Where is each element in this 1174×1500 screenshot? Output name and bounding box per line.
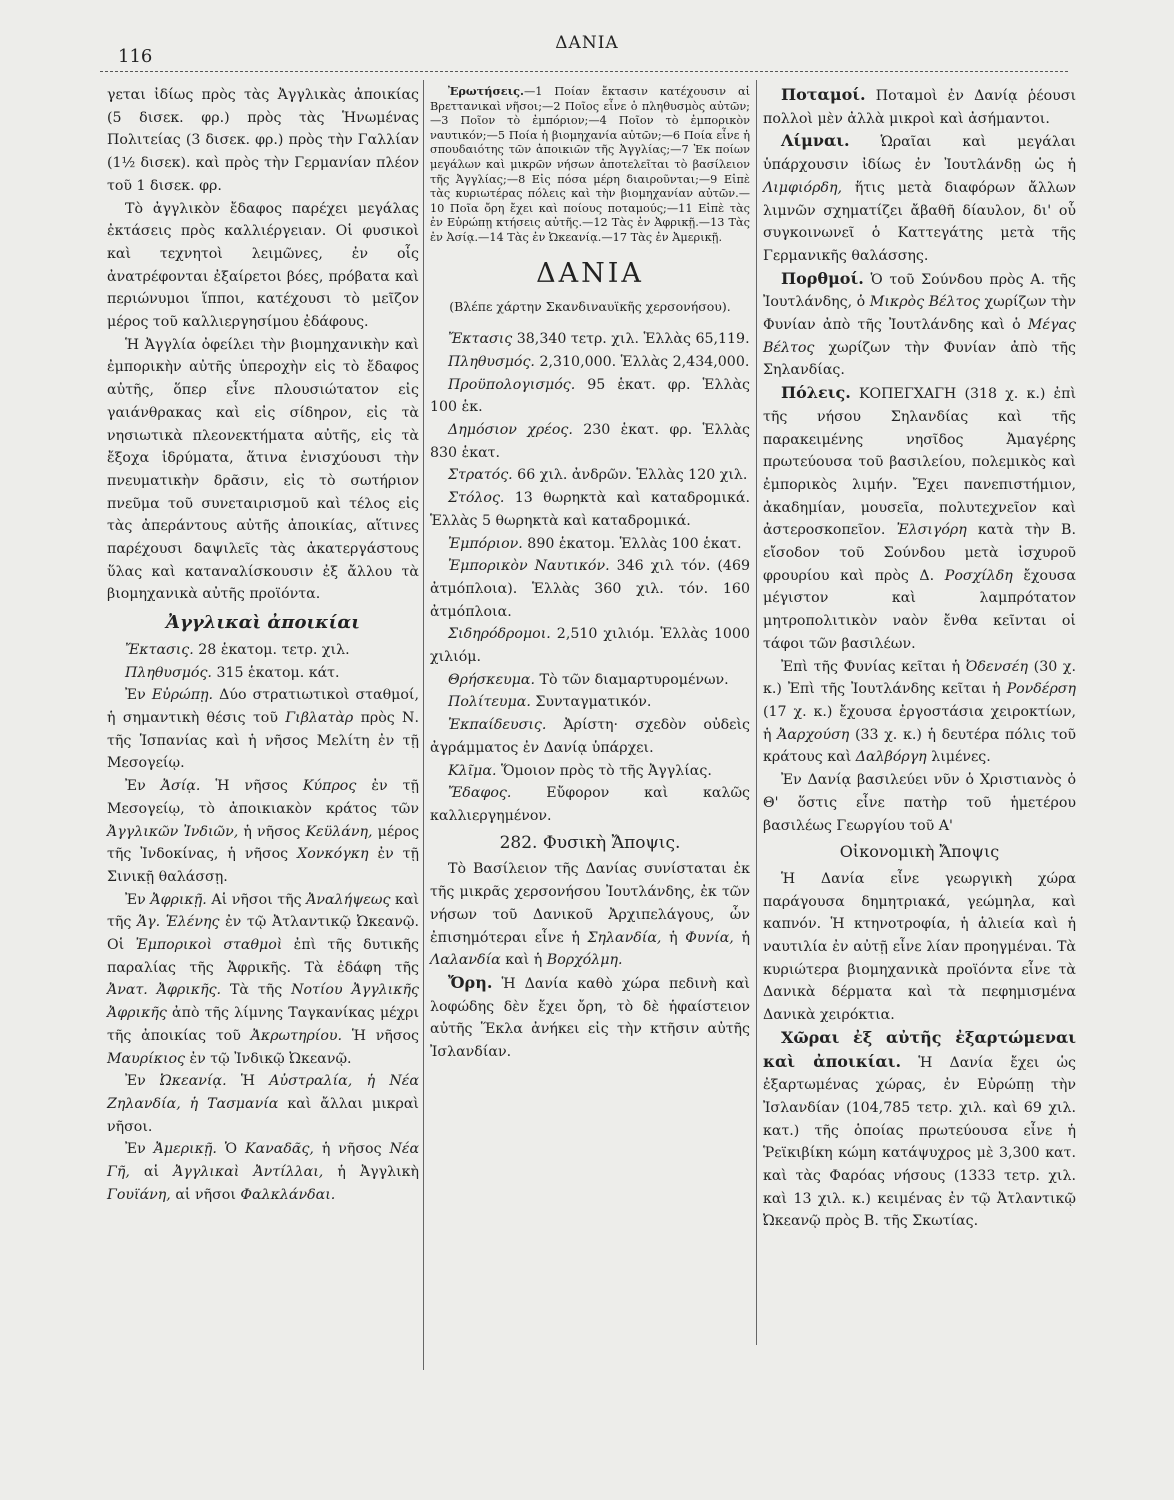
entry-rivers: Ποταμοί. Ποταμοὶ ἐν Δανίᾳ ῥέουσι πολλοὶ μὲν ἀλλὰ μικροὶ καὶ ἀσήμαντοι. bbox=[763, 85, 1077, 127]
entry-merchant-navy: Ἐμπορικὸν Ναυτικόν. 346 χιλ τόν. (469 ἀτμόπλοια). Ἑλλὰς 360 χιλ. τόν. 160 ἀτμόπλοια. bbox=[430, 558, 751, 620]
entry-text: 28 ἑκατομ. τετρ. χιλ. bbox=[198, 641, 350, 658]
column-divider bbox=[423, 80, 424, 1370]
entry-area bbox=[107, 639, 419, 662]
running-title: ΔΑΝΙΑ bbox=[555, 33, 619, 53]
page-number: 116 bbox=[118, 46, 153, 67]
entry-population bbox=[107, 662, 419, 685]
entry-debt: Δημόσιον χρέος. 230 ἑκατ. φρ. Ἑλλὰς 830 ἑκατ. bbox=[430, 422, 750, 461]
column-middle bbox=[430, 84, 750, 1064]
column-right bbox=[763, 84, 1076, 1233]
column-divider bbox=[756, 80, 757, 1345]
entry-soil: Ἔδαφος. Εὔφορον καὶ καλῶς καλλιεργημένον. bbox=[430, 785, 750, 824]
entry-mountains: Ὄρη. Ἡ Δανία καθὸ χώρα πεδινὴ καὶ λοφώδης δὲν ἔχει ὄρη, τὸ δὲ ἡφαίστειον αὐτῆς Ἕκλα ἀνήκει εἰς τὴν κτῆσιν αὐτῆς Ἰσλανδίαν. bbox=[430, 972, 750, 1061]
map-reference: (Βλέπε χάρτην Σκανδιναυϊκῆς χερσονήσου). bbox=[449, 298, 731, 314]
entry-fleet: Στόλος. 13 θωρηκτὰ καὶ καταδρομικά. Ἑλλὰς 5 θωρηκτὰ καὶ καταδρομικά. bbox=[430, 490, 750, 529]
paragraph: Τὸ ἀγγλικὸν ἔδαφος παρέχει μεγάλας ἐκτάσεις πρὸς καλλιέργειαν. Οἱ φυσικοὶ καὶ τεχνητοὶ λειμῶνες, ἐν οἷς ἀνατρέφονται ἐξαίρετοι βόες, πρόβατα καὶ περιώνυμοι ἵπποι, κατέχουσι τὸ μεῖζον μέρος τοῦ καλλιεργησίμου ἐδάφους. bbox=[107, 200, 419, 331]
paragraph: γεται ἰδίως πρὸς τὰς Ἀγγλικὰς ἀποικίας (5 δισεκ. φρ.) πρὸς τὰς Ἡνωμένας Πολιτείας (3 δισεκ. φρ.) πρὸς τὴν Γαλλίαν (1½ δισεκ). καὶ πρὸς τὴν Γερμανίαν πλέον τοῦ 1 δισεκ. φρ. bbox=[107, 87, 419, 194]
entry-religion: Θρήσκευμα. Τὸ τῶν διαμαρτυρομένων. bbox=[448, 671, 729, 688]
entry-label: Ἔκτασις. bbox=[125, 641, 194, 658]
paragraph-physical: Τὸ Βασίλειον τῆς Δανίας συνίσταται ἐκ τῆς μικρᾶς χερσονήσου Ἰουτλάνδης, ἐκ τῶν νήσων τοῦ Δανικοῦ Ἀρχιπελάγους, ὧν ἐπισημότεραι εἶνε ἡ Σηλανδία, ἡ Φυνία, ἡ Λαλανδία καὶ ἡ Βορχόλμη. bbox=[430, 861, 750, 969]
country-title: ΔΑΝΙΑ bbox=[536, 257, 644, 289]
questions-block bbox=[430, 84, 750, 246]
paragraph-king: Ἐν Δανίᾳ βασιλεύει νῦν ὁ Χριστιανὸς ὁ Θ' ὅστις εἶνε πατὴρ τοῦ ἡμετέρου βασιλέως Γεωργίου τοῦ Α' bbox=[763, 772, 1076, 834]
entry-army: Στρατός. 66 χιλ. ἀνδρῶν. Ἑλλὰς 120 χιλ. bbox=[448, 467, 748, 484]
entry-text: 315 ἑκατομ. κάτ. bbox=[216, 664, 340, 681]
header-rule bbox=[100, 71, 1068, 72]
entry-straits: Πορθμοί. Ὁ τοῦ Σούνδου πρὸς Α. τῆς Ἰουτλάνδης, ὁ Μικρὸς Βέλτος χωρίζων τὴν Φυνίαν ἀπὸ τῆς Ἰουτλάνδης καὶ ὁ Μέγας Βέλτος χωρίζων τὴν Φυνίαν ἀπὸ τῆς Σηλανδίας. bbox=[763, 268, 1077, 379]
paragraph-africa: Ἐν Ἀφρικῇ. Αἱ νῆσοι τῆς Ἀναλήψεως καὶ τῆς Ἁγ. Ἑλένης ἐν τῷ Ἀτλαντικῷ Ὠκεανῷ. Οἱ Ἐμπορικοὶ σταθμοὶ ἐπὶ τῆς δυτικῆς παραλίας τῆς Ἀφρικῆς. Τὰ ἐδάφη τῆς Ἀνατ. Ἀφρικῆς. Τὰ τῆς Νοτίου Ἀγγλικῆς Ἀφρικῆς ἀπὸ τῆς λίμνης Ταγκανίκας μέχρι τῆς ἀποικίας τοῦ Ἀκρωτηρίου. Ἡ νῆσος Μαυρίκιος ἐν τῷ Ἰνδικῷ Ὠκεανῷ. bbox=[107, 891, 420, 1067]
entry-dependencies: Χῶραι ἐξ αὐτῆς ἐξαρτώμεναι καὶ ἀποικίαι. Ἡ Δανία ἔχει ὡς ἐξαρτωμένας χώρας, ἐν Εὐρώπῃ τὴν Ἰσλανδίαν (104,785 τετρ. χιλ. καὶ 69 χιλ. κατ.) τῆς ὁποίας πρωτεύουσα εἶνε ἡ Ῥεϊκιβίκη κώμη κατάψυχρος μὲ 3,300 κατ. καὶ τὰς Φαρόας νήσους (1333 τετρ. χιλ. καὶ 13 χιλ. κ.) κειμένας ἐν τῷ Ἀτλαντικῷ Ὠκεανῷ πρὸς Β. τῆς Σκωτίας. bbox=[763, 1027, 1076, 1230]
entry-trade: Ἐμπόριον. 890 ἑκατομ. Ἑλλὰς 100 ἑκατ. bbox=[448, 535, 742, 552]
questions-label: Ἐρωτήσεις. bbox=[448, 84, 524, 98]
paragraph-cities-2: Ἐπὶ τῆς Φυνίας κεῖται ἡ Ὀδενσέη (30 χ. κ.) Ἐπὶ τῆς Ἰουτλάνδης κεῖται ἡ Ρονδέρση (17 χ. κ.) ἔχουσα ἐργοστάσια χειροκτίων, ἡ Ἀαρχούση (33 χ. κ.) ἡ δευτέρα πόλις τοῦ κράτους καὶ Δαλβόργη λιμένες. bbox=[763, 658, 1076, 766]
entry-education: Ἐκπαίδευσις. Ἀρίστη· σχεδὸν οὐδεὶς ἀγράμματος ἐν Δανίᾳ ὑπάρχει. bbox=[430, 717, 750, 756]
entry-label: Πληθυσμός. bbox=[125, 664, 212, 681]
column-left bbox=[107, 84, 419, 1206]
paragraph-asia: Ἐν Ἀσίᾳ. Ἡ νῆσος Κύπρος ἐν τῇ Μεσογείῳ, τὸ ἀποικιακὸν κράτος τῶν Ἀγγλικῶν Ἰνδιῶν, ἡ νῆσος Κεϋλάνη, μέρος τῆς Ἰνδοκίνας, ἡ νῆσος Χονκόγκη ἐν τῇ Σινικῇ θαλάσσῃ. bbox=[107, 778, 420, 885]
paragraph-oceania: Ἐν Ὠκεανίᾳ. Ἡ Αὐστραλία, ἡ Νέα Ζηλανδία, ἡ Τασμανία καὶ ἄλλαι μικραὶ νῆσοι. bbox=[107, 1073, 419, 1135]
entry-area: Ἔκτασις 38,340 τετρ. χιλ. Ἑλλὰς 65,119. bbox=[448, 331, 750, 348]
entry-budget: Προϋπολογισμός. 95 ἑκατ. φρ. Ἑλλὰς 100 ἑκ. bbox=[430, 376, 750, 416]
section-heading: Οἰκονομικὴ Ἄποψις bbox=[839, 842, 1000, 862]
paragraph-europe: Ἐν Εὐρώπῃ. Δύο στρατιωτικοὶ σταθμοί, ἡ σημαντικὴ θέσις τοῦ Γιβλατὰρ πρὸς Ν. τῆς Ἱσπανίας καὶ ἡ νῆσος Μελίτη ἐν τῇ Μεσογείῳ. bbox=[107, 687, 419, 772]
questions-text: —1 Ποίαν ἔκτασιν κατέχουσιν αἱ Βρεττανικαὶ νῆσοι;—2 Ποῖος εἶνε ὁ πληθυσμὸς αὐτῶν;—3 Ποῖον τὸ ἐμπόριον;—4 Ποῖον τὸ ἐμπορικὸν ναυτικόν;—5 Ποία ἡ βιομηχανία αὐτῶν;—6 Ποία εἶνε ἡ σπουδαιότης τῶν ἀποικιῶν τῆς Ἀγγλίας;—7 Ἐκ ποίων μεγάλων καὶ μικρῶν νήσων ἀποτελεῖται τὸ βασίλειον τῆς Ἀγγλίας;—8 Εἰς πόσα μέρη διαιροῦνται;—9 Εἰπὲ τὰς κυριωτέρας πόλεις καὶ τὴν βιομηχανίαν αὐτῶν.—10 Ποῖα ὄρη ἔχει καὶ ποίους ποταμούς;—11 Εἰπὲ τὰς ἐν Εὐρώπῃ κτήσεις αὐτῆς.—12 Τὰς ἐν Ἀφρικῇ.—13 Τὰς ἐν Ἀσίᾳ.—14 Τὰς ἐν Ὠκεανίᾳ.—17 Τὰς ἐν Ἀμερικῇ. bbox=[430, 85, 750, 244]
paragraph: Ἡ Ἀγγλία ὀφείλει τὴν βιομηχανικὴν καὶ ἐμπορικὴν αὐτῆς ὑπεροχὴν εἰς τὸ ἔδαφος αὐτῆς, ὅπερ εἶνε πλουσιώτατον εἰς γαιάνθρακας καὶ εἰς σίδηρον, εἰς τὰ νησιωτικὰ πλεονεκτήματα αὐτῆς, εἰς τὰ ἔξοχα ἱδρύματα, ἅτινα ἐνισχύουσι τὴν πνευματικὴν δρᾶσιν, εἰς τὸ σωτήριον πνεῦμα τοῦ συνεταιρισμοῦ καὶ τέλος εἰς τὰς ἀπεράντους αὐτῆς ἀποικίας, αἵτινες παρέχουσι δαψιλεῖς τὰς ἀκατεργάστους ὕλας καὶ καταναλίσκουσιν ἐξ ἄλλου τὰ βιομηχανικὰ αὐτῆς προϊόντα. bbox=[107, 336, 419, 603]
paragraph-economy: Ἡ Δανία εἶνε γεωργικὴ χώρα παράγουσα δημητριακά, γεώμηλα, καὶ καπνόν. Ἡ κτηνοτροφία, ἡ ἁλιεία καὶ ἡ ναυτιλία ἐν αὐτῇ εἶνε λίαν προηγμέναι. Τὰ κυριώτερα βιομηχανικὰ προϊόντα εἶνε τὰ Δανικὰ δέρματα καὶ τὰ πεφημισμένα Δανικὰ χειρόκτια. bbox=[763, 870, 1076, 1024]
entry-railways: Σιδηρόδρομοι. 2,510 χιλιόμ. Ἑλλὰς 1000 χιλιόμ. bbox=[430, 626, 750, 666]
paragraph-america: Ἐν Ἀμερικῇ. Ὁ Καναδᾶς, ἡ νῆσος Νέα Γῆ, αἱ Ἀγγλικαὶ Ἀντίλλαι, ἡ Ἀγγλικὴ Γουϊάνη, αἱ νῆσοι Φαλκλάνδαι. bbox=[107, 1141, 420, 1203]
entry-lakes: Λίμναι. Ὡραῖαι καὶ μεγάλαι ὑπάρχουσιν ἰδίως ἐν Ἰουτλάνδῃ ὡς ἡ Λιμφιόρδη, ἥτις μετὰ διαφόρων ἄλλων λιμνῶν σχηματίζει ἄβαθῆ δίαυλον, δι' οὗ συγκοινωνεῖ ὁ Καττεγάτης μετὰ τῆς Γερμανικῆς θαλάσσης. bbox=[763, 131, 1077, 264]
entry-climate: Κλῖμα. Ὅμοιον πρὸς τὸ τῆς Ἀγγλίας. bbox=[448, 762, 712, 779]
section-heading: 282. Φυσικὴ Ἄποψις. bbox=[499, 832, 681, 853]
entry-cities: Πόλεις. ΚΟΠΕΓΧΑΓΗ (318 χ. κ.) ἐπὶ τῆς νήσου Σηλανδίας καὶ τῆς παρακειμένης νησῖδος Ἀμαγέρης πρωτεύουσα τοῦ βασιλείου, πολεμικὸς καὶ ἐμπορικὸς λιμήν. Ἔχει πανεπιστήμιον, ἀκαδημίαν, μουσεῖα, πολυτεχνεῖον καὶ ἀστεροσκοπεῖον. Ἐλσιγόρη κατὰ τὴν Β. εἴσοδον τοῦ Σούνδου μετὰ ἰσχυροῦ φρουρίου καὶ πρὸς Δ. Ροσχίλδη ἔχουσα μέγιστον καὶ λαμπρότατον μητροπολιτικὸν ναὸν ἔνθα κεῖνται οἱ τάφοι τῶν βασιλέων. bbox=[763, 383, 1077, 652]
section-heading: Ἀγγλικαὶ ἀποικίαι bbox=[166, 612, 360, 634]
entry-government: Πολίτευμα. Συνταγματικόν. bbox=[448, 694, 652, 711]
entry-population: Πληθυσμός. 2,310,000. Ἑλλὰς 2,434,000. bbox=[448, 353, 750, 370]
